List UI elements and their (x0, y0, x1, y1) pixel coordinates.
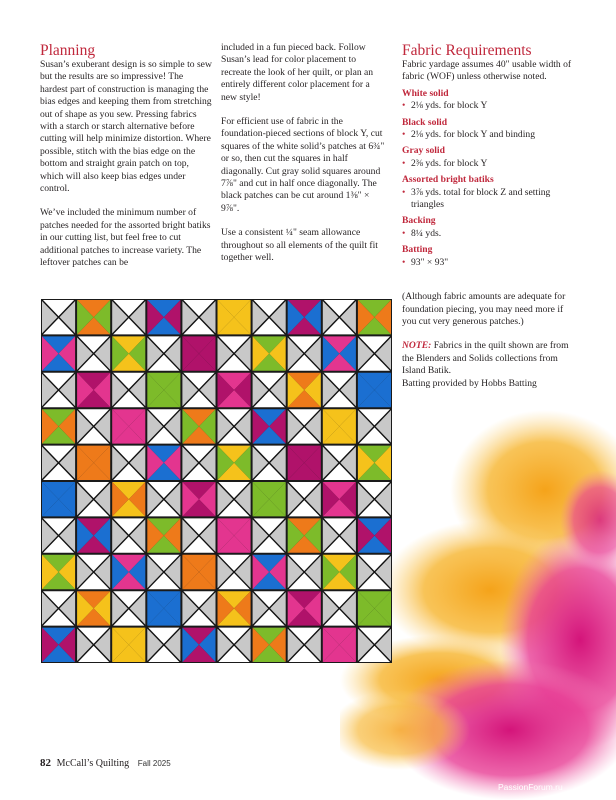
planning-continued-column (221, 42, 387, 277)
section-item-white: • 2⅛ yds. for block Y (402, 100, 578, 112)
note-text: Fabrics in the quilt shown are from the Blenders and Solids collections from Island Batik. (402, 340, 569, 377)
section-item-batting: • 93" × 93" (402, 257, 578, 269)
watermark: PassionForum.ru (498, 782, 563, 792)
page-number: 82 (40, 757, 51, 769)
section-item-black: • 2⅛ yds. for block Y and binding (402, 129, 578, 141)
section-item-backing: • 8¼ yds. (402, 228, 578, 240)
fabric-note (402, 340, 578, 377)
quilt-photo (41, 299, 392, 663)
section-title-batting: Batting (402, 244, 433, 256)
quilt-image (41, 299, 392, 663)
page-footer (40, 757, 171, 769)
fabric-intro: Fabric yardage assumes 40" usable width of fabric (WOF) unless otherwise noted. (402, 59, 572, 83)
middle-paragraph-3: Use a consistent ¼" seam allowance throughout so all elements of the quilt fit together well. (221, 227, 378, 264)
section-title-white: White solid (402, 87, 449, 99)
section-title-backing: Backing (402, 215, 436, 227)
section-item-gray: • 2⅜ yds. for block Y (402, 158, 578, 170)
planning-paragraph-1: Susan’s exuberant design is so simple to sew but the results are so impressive! The hardest part of construction is managing the bias edges and keeping them from stretching out of shape as you sew. Pressing fabrics with a starch or starch alternative before cutting will help minimize distortion. Where possible, stitch with the bias edge on the bottom and straight grain patch on top, which will also keep bias edges under control. (40, 59, 212, 195)
fabric-disclaimer: (Although fabric amounts are adequate for foundation piecing, you may need more if you cut very generous patches.) (402, 291, 566, 327)
note-label: NOTE: (402, 340, 432, 352)
section-title-gray: Gray solid (402, 145, 445, 157)
issue-date: Fall 2025 (137, 759, 171, 768)
planning-column (40, 42, 212, 282)
planning-paragraph-2: We’ve included the minimum number of patches needed for the assorted bright batiks in our cutting list, but feel free to cut additional patches to increase variety. The leftover patches can be (40, 207, 211, 269)
section-title-batiks: Assorted bright batiks (402, 174, 494, 186)
middle-paragraph-2: For efficient use of fabric in the foundation-pieced sections of block Y, cut squares of the white solid’s patches at 6¾" or so, then cut the squares in half diagonally. Cut gray solid squares around 7⅞" and cut in half once diagonally. The black patches can be cut around 1⅜" × 9⅞". (221, 116, 385, 214)
section-item-batiks: • 3⅞ yds. total for block Z and setting triangles (402, 187, 578, 212)
fabric-requirements-column (402, 42, 578, 390)
batting-credit: Batting provided by Hobbs Batting (402, 377, 537, 389)
magazine-name: McCall’s Quilting (56, 758, 130, 769)
section-title-black: Black solid (402, 116, 448, 128)
planning-heading: Planning (40, 42, 96, 59)
middle-paragraph-1: included in a fun pieced back. Follow Susan’s lead for color placement to recreate the look of her quilt, or plan an entirely different color placement for a new style! (221, 42, 374, 103)
fabric-heading: Fabric Requirements (402, 42, 532, 59)
